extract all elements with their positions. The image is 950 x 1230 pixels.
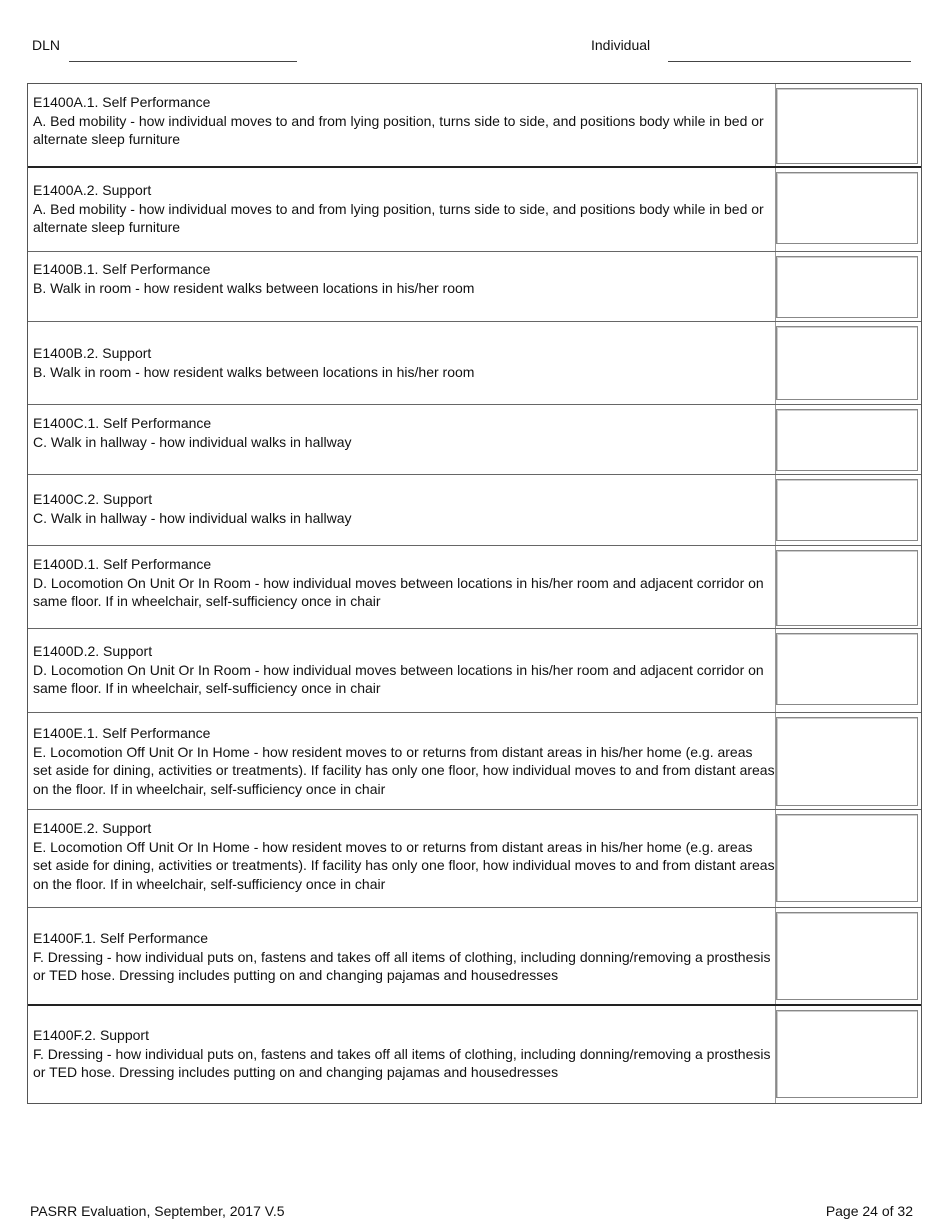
item-description: D. Locomotion On Unit Or In Room - how individual moves between locations in his/her room and adjacent corridor on same floor. If in wheelchair, self-sufficiency once in chair <box>33 661 764 696</box>
table-row <box>28 546 921 629</box>
item-description: E. Locomotion Off Unit Or In Home - how resident moves to or returns from distant areas in his/her home (e.g. areas set aside for dining, activities or treatments). If facility has only one floor, how individual moves to and from distant areas on the floor. If in wheelchair, self-sufficiency once in chair <box>33 743 775 797</box>
answer-box[interactable] <box>776 479 918 541</box>
question-text <box>33 260 775 297</box>
table-row <box>28 84 921 168</box>
table-row <box>28 475 921 546</box>
item-code: E1400A.2. Support <box>33 182 152 198</box>
item-code: E1400E.2. Support <box>33 820 152 836</box>
table-row <box>28 713 921 810</box>
question-text <box>33 344 775 381</box>
answer-box[interactable] <box>776 326 918 400</box>
item-code: E1400F.2. Support <box>33 1027 149 1043</box>
question-text <box>33 1026 775 1082</box>
answer-box[interactable] <box>776 633 918 705</box>
answer-box[interactable] <box>776 550 918 626</box>
question-text <box>33 555 775 611</box>
item-code: E1400D.1. Self Performance <box>33 556 212 572</box>
item-code: E1400D.2. Support <box>33 643 153 659</box>
assessment-table <box>27 83 922 1104</box>
item-code: E1400C.1. Self Performance <box>33 415 212 431</box>
answer-box[interactable] <box>776 409 918 471</box>
answer-box[interactable] <box>776 814 918 902</box>
item-description: B. Walk in room - how resident walks between locations in his/her room <box>33 279 475 296</box>
individual-field[interactable] <box>668 61 911 62</box>
table-row <box>28 908 921 1006</box>
item-code: E1400B.2. Support <box>33 345 152 361</box>
item-description: C. Walk in hallway - how individual walks in hallway <box>33 433 352 450</box>
dln-label: DLN <box>32 37 61 53</box>
question-text <box>33 181 775 237</box>
item-description: C. Walk in hallway - how individual walks in hallway <box>33 509 352 526</box>
question-text <box>33 929 775 985</box>
item-code: E1400F.1. Self Performance <box>33 930 209 946</box>
answer-box[interactable] <box>776 172 918 244</box>
answer-box[interactable] <box>776 256 918 318</box>
item-description: F. Dressing - how individual puts on, fastens and takes off all items of clothing, including donning/removing a prosthesis or TED hose. Dressing includes putting on and changing pajamas and housedresses <box>33 948 771 983</box>
individual-label: Individual <box>591 37 651 53</box>
item-description: A. Bed mobility - how individual moves to and from lying position, turns side to side, and positions body while in bed or alternate sleep furniture <box>33 112 764 147</box>
item-code: E1400E.1. Self Performance <box>33 725 211 741</box>
answer-box[interactable] <box>776 717 918 806</box>
table-row <box>28 322 921 405</box>
item-description: A. Bed mobility - how individual moves to and from lying position, turns side to side, and positions body while in bed or alternate sleep furniture <box>33 200 764 235</box>
item-code: E1400A.1. Self Performance <box>33 94 211 110</box>
item-code: E1400C.2. Support <box>33 491 153 507</box>
answer-box[interactable] <box>776 912 918 1000</box>
question-text <box>33 490 775 527</box>
item-code: E1400B.1. Self Performance <box>33 261 211 277</box>
dln-field[interactable] <box>69 61 297 62</box>
footer-document-title: PASRR Evaluation, September, 2017 V.5 <box>30 1203 285 1219</box>
table-row <box>28 1006 921 1103</box>
table-row <box>28 810 921 908</box>
question-text <box>33 93 775 149</box>
question-text <box>33 414 775 451</box>
table-row <box>28 252 921 322</box>
answer-box[interactable] <box>776 1010 918 1098</box>
question-text <box>33 819 775 893</box>
answer-box[interactable] <box>776 88 918 164</box>
item-description: F. Dressing - how individual puts on, fastens and takes off all items of clothing, including donning/removing a prosthesis or TED hose. Dressing includes putting on and changing pajamas and housedresses <box>33 1045 771 1080</box>
table-row <box>28 405 921 475</box>
item-description: E. Locomotion Off Unit Or In Home - how resident moves to or returns from distant areas in his/her home (e.g. areas set aside for dining, activities or treatments). If facility has only one floor, how individual moves to and from distant areas on the floor. If in wheelchair, self-sufficiency once in chair <box>33 838 775 892</box>
item-description: D. Locomotion On Unit Or In Room - how individual moves between locations in his/her room and adjacent corridor on same floor. If in wheelchair, self-sufficiency once in chair <box>33 574 764 609</box>
question-text <box>33 642 775 698</box>
table-row <box>28 629 921 713</box>
footer-page-number: Page 24 of 32 <box>825 1203 913 1219</box>
table-row <box>28 168 921 252</box>
item-description: B. Walk in room - how resident walks between locations in his/her room <box>33 363 475 380</box>
question-text <box>33 724 775 798</box>
